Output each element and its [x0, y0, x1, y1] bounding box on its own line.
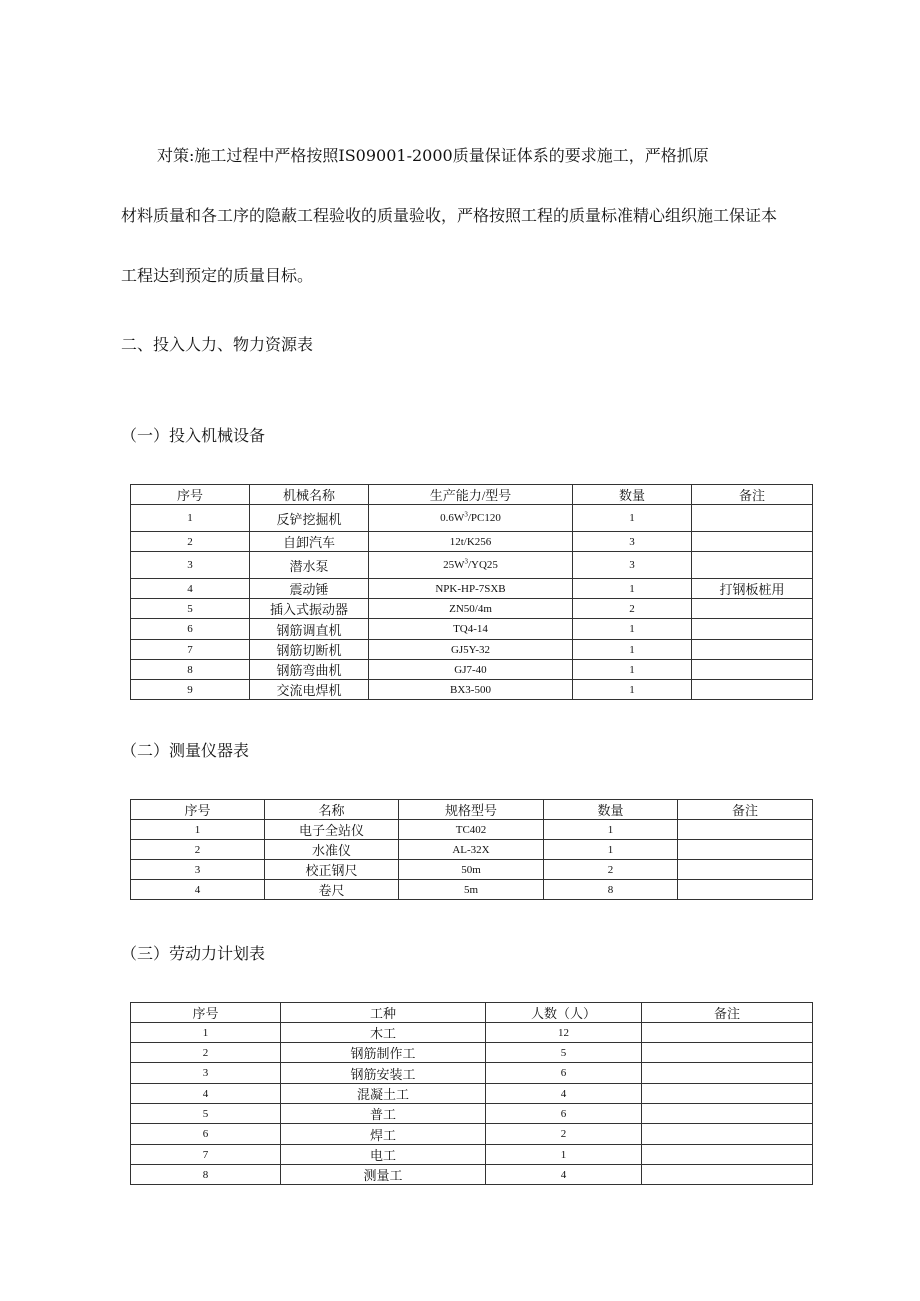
cell-qty: 1 [573, 640, 692, 660]
table-row [131, 505, 813, 532]
cell-spec: $25W^3/YQ25$ [369, 552, 573, 579]
cell-note [692, 505, 813, 532]
table-row [131, 860, 813, 880]
cell-count: 6 [486, 1063, 642, 1084]
intro-line-1: 对策:施工过程中严格按照IS09001-2000质量保证体系的要求施工，严格抓原 [157, 146, 709, 165]
table-row [131, 1084, 813, 1104]
cell-no: 2 [131, 532, 250, 552]
table-row [131, 1104, 813, 1124]
table-row [131, 640, 813, 660]
cell-no: 7 [131, 640, 250, 660]
cell-qty: 1 [544, 820, 678, 840]
cell-no: 6 [131, 1124, 281, 1145]
table-row [131, 579, 813, 599]
labor-table [130, 1002, 813, 1185]
cell-count: 1 [486, 1145, 642, 1165]
cell-note [692, 619, 813, 640]
cell-spec: ZN50/4m [369, 599, 573, 619]
intro-line-2: 材料质量和各工序的隐蔽工程验收的质量验收，严格按照工程的质量标准精心组织施工保证本 [121, 206, 778, 225]
cell-no: 2 [131, 840, 265, 860]
cell-count: 5 [486, 1043, 642, 1063]
cell-no: 9 [131, 680, 250, 700]
cell-qty: 3 [573, 552, 692, 579]
cell-no: 3 [131, 860, 265, 880]
cell-note [692, 660, 813, 680]
cell-note [642, 1165, 813, 1185]
cell-name: 钢筋调直机 [250, 619, 369, 640]
cell-spec: TQ4-14 [369, 619, 573, 640]
cell-no: 4 [131, 1084, 281, 1104]
cell-qty: 1 [544, 840, 678, 860]
cell-no: 4 [131, 880, 265, 900]
cell-qty: 1 [573, 619, 692, 640]
cell-qty: 1 [573, 680, 692, 700]
cell-note [678, 820, 813, 840]
table-row [131, 552, 813, 579]
table-row [131, 619, 813, 640]
cell-name: 交流电焊机 [250, 680, 369, 700]
intro-paragraph [121, 126, 831, 306]
cell-spec: BX3-500 [369, 680, 573, 700]
cell-no: 8 [131, 660, 250, 680]
header-cell: 生产能力/型号 [369, 485, 573, 505]
cell-trade: 焊工 [281, 1124, 486, 1145]
cell-no: 3 [131, 552, 250, 579]
table-row [131, 1063, 813, 1084]
instruments-title: （二）测量仪器表 [121, 741, 250, 760]
header-cell: 序号 [131, 800, 265, 820]
header-cell: 规格型号 [399, 800, 544, 820]
table-header-row [131, 800, 813, 820]
table-header-row [131, 485, 813, 505]
header-cell: 备注 [642, 1003, 813, 1023]
section-title: 二、投入人力、物力资源表 [121, 335, 314, 354]
cell-name: 校正钢尺 [265, 860, 399, 880]
cell-note [678, 880, 813, 900]
machines-table [130, 484, 813, 700]
header-cell: 备注 [678, 800, 813, 820]
cell-no: 3 [131, 1063, 281, 1084]
cell-name: 卷尺 [265, 880, 399, 900]
table-row [131, 680, 813, 700]
header-cell: 序号 [131, 485, 250, 505]
cell-no: 1 [131, 1023, 281, 1043]
cell-note [642, 1104, 813, 1124]
cell-name: 钢筋切断机 [250, 640, 369, 660]
header-cell: 工种 [281, 1003, 486, 1023]
cell-qty: 2 [544, 860, 678, 880]
cell-note [642, 1084, 813, 1104]
cell-spec: TC402 [399, 820, 544, 840]
header-cell: 机械名称 [250, 485, 369, 505]
cell-note [642, 1145, 813, 1165]
cell-name: 自卸汽车 [250, 532, 369, 552]
cell-trade: 普工 [281, 1104, 486, 1124]
cell-spec: NPK-HP-7SXB [369, 579, 573, 599]
cell-qty: 8 [544, 880, 678, 900]
cell-note: 打钢板桩用 [692, 579, 813, 599]
cell-name: 水准仪 [265, 840, 399, 860]
table-row [131, 1124, 813, 1145]
cell-no: 1 [131, 505, 250, 532]
intro-line-3: 工程达到预定的质量目标。 [121, 266, 314, 285]
cell-name: 震动锤 [250, 579, 369, 599]
cell-note [692, 640, 813, 660]
cell-qty: 1 [573, 505, 692, 532]
cell-spec: 12t/K256 [369, 532, 573, 552]
cell-count: 4 [486, 1165, 642, 1185]
cell-qty: 2 [573, 599, 692, 619]
labor-title: （三）劳动力计划表 [121, 944, 266, 963]
table-row [131, 1165, 813, 1185]
cell-note [678, 840, 813, 860]
cell-spec: GJ7-40 [369, 660, 573, 680]
cell-count: 12 [486, 1023, 642, 1043]
table-row [131, 1023, 813, 1043]
cell-name: 电子全站仪 [265, 820, 399, 840]
cell-note [642, 1063, 813, 1084]
table-row [131, 840, 813, 860]
cell-count: 2 [486, 1124, 642, 1145]
header-cell: 备注 [692, 485, 813, 505]
cell-count: 6 [486, 1104, 642, 1124]
cell-note [678, 860, 813, 880]
table-row [131, 599, 813, 619]
cell-qty: 1 [573, 579, 692, 599]
machines-title: （一）投入机械设备 [121, 426, 266, 445]
cell-name: 钢筋弯曲机 [250, 660, 369, 680]
cell-note [692, 532, 813, 552]
header-cell: 名称 [265, 800, 399, 820]
cell-no: 2 [131, 1043, 281, 1063]
cell-no: 5 [131, 599, 250, 619]
cell-trade: 钢筋安装工 [281, 1063, 486, 1084]
cell-trade: 混凝土工 [281, 1084, 486, 1104]
header-cell: 数量 [544, 800, 678, 820]
cell-note [692, 680, 813, 700]
cell-note [692, 599, 813, 619]
cell-no: 6 [131, 619, 250, 640]
cell-no: 7 [131, 1145, 281, 1165]
cell-note [642, 1023, 813, 1043]
table-row [131, 820, 813, 840]
header-cell: 人数（人） [486, 1003, 642, 1023]
cell-count: 4 [486, 1084, 642, 1104]
cell-no: 4 [131, 579, 250, 599]
cell-qty: 3 [573, 532, 692, 552]
cell-no: 1 [131, 820, 265, 840]
table-row [131, 660, 813, 680]
cell-trade: 木工 [281, 1023, 486, 1043]
cell-qty: 1 [573, 660, 692, 680]
cell-name: 潜水泵 [250, 552, 369, 579]
cell-spec: $0.6W^3/PC120$ [369, 505, 573, 532]
instruments-table [130, 799, 813, 900]
cell-spec: GJ5Y-32 [369, 640, 573, 660]
cell-no: 5 [131, 1104, 281, 1124]
table-row [131, 880, 813, 900]
cell-spec: AL-32X [399, 840, 544, 860]
cell-note [692, 552, 813, 579]
cell-note [642, 1124, 813, 1145]
cell-spec: 5m [399, 880, 544, 900]
cell-trade: 电工 [281, 1145, 486, 1165]
table-row [131, 1043, 813, 1063]
cell-trade: 钢筋制作工 [281, 1043, 486, 1063]
cell-note [642, 1043, 813, 1063]
cell-name: 插入式振动器 [250, 599, 369, 619]
header-cell: 序号 [131, 1003, 281, 1023]
cell-trade: 测量工 [281, 1165, 486, 1185]
table-header-row [131, 1003, 813, 1023]
cell-no: 8 [131, 1165, 281, 1185]
table-row [131, 532, 813, 552]
cell-spec: 50m [399, 860, 544, 880]
cell-name: 反铲挖掘机 [250, 505, 369, 532]
table-row [131, 1145, 813, 1165]
header-cell: 数量 [573, 485, 692, 505]
